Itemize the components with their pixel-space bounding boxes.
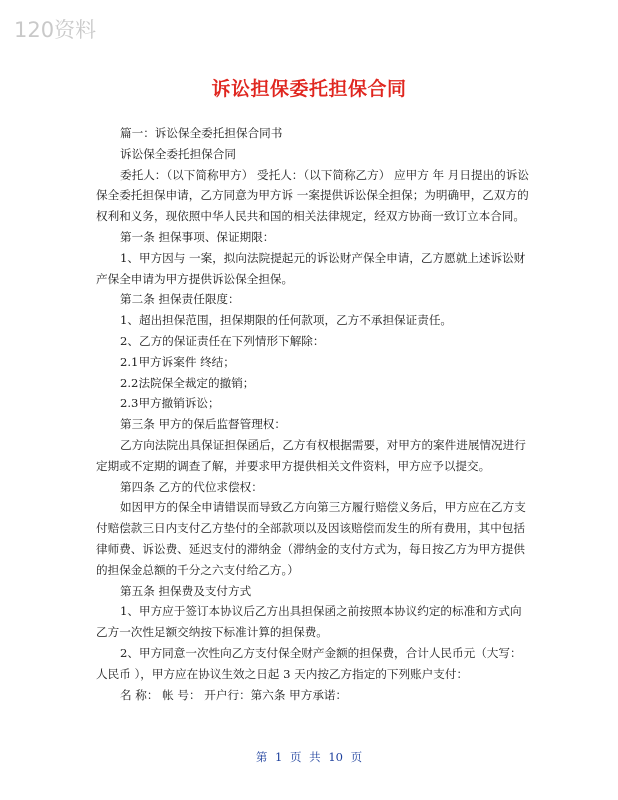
page-footer: 第 1 页 共 10 页 bbox=[255, 750, 363, 764]
paragraph: 篇一：诉讼保全委托担保合同书 bbox=[120, 126, 283, 140]
paragraph: 第四条 乙方的代位求偿权： bbox=[120, 479, 263, 494]
paragraph: 如因甲方的保全申请错误而导致乙方向第三方履行赔偿义务后，甲方应在乙方支付赔偿款三日内支付乙方垫付的全部款项以及因该赔偿而发生的所有费用，其中包括律师费、诉讼费、延迟支付的滞纳金（滞纳金的支付方式为，每日按乙方为甲方提供的担保金总额的千分之六支付给乙方。） bbox=[96, 500, 526, 577]
paragraph: 诉讼保全委托担保合同 bbox=[120, 146, 236, 161]
document-title: 诉讼担保委托担保合同 bbox=[211, 78, 407, 100]
paragraph: 1、甲方因与 一案，拟向法院提起元的诉讼财产保全申请，乙方愿就上述诉讼财产保全申请为甲方提供诉讼保全担保。 bbox=[96, 250, 526, 286]
document-body bbox=[96, 123, 532, 705]
paragraph: 1、超出担保范围，担保期限的任何款项，乙方不承担保证责任。 bbox=[120, 313, 453, 328]
paragraph: 名 称： 帐 号： 开户行：第六条 甲方承诺： bbox=[120, 687, 348, 702]
paragraph: 1、甲方应于签订本协议后乙方出具担保函之前按照本协议约定的标准和方式向乙方一次性足额交纳按下标准计算的担保费。 bbox=[96, 604, 522, 640]
watermark: 120资料 bbox=[14, 18, 97, 42]
paragraph: 第五条 担保费及支付方式 bbox=[120, 583, 252, 598]
paragraph: 2、乙方的保证责任在下列情形下解除： bbox=[120, 333, 325, 348]
paragraph: 2.3甲方撤销诉讼； bbox=[120, 396, 220, 411]
paragraph: 第一条 担保事项、保证期限： bbox=[120, 229, 275, 244]
paragraph: 2、甲方同意一次性向乙方支付保全财产金额的担保费，合计人民币元（大写：人民币 ），甲方应在协议生效之日起 3 天内按乙方指定的下列账户支付： bbox=[96, 645, 522, 681]
paragraph: 第二条 担保责任限度： bbox=[120, 292, 240, 307]
paragraph: 第三条 甲方的保后监督管理权： bbox=[120, 417, 286, 432]
paragraph: 2.2法院保全裁定的撤销； bbox=[120, 375, 255, 390]
paragraph: 2.1甲方诉案件 终结； bbox=[120, 354, 235, 369]
paragraph: 乙方向法院出具保证担保函后，乙方有权根据需要，对甲方的案件进展情况进行定期或不定期的调查了解，并要求甲方提供相关文件资料，甲方应予以提交。 bbox=[96, 437, 526, 473]
paragraph: 委托人：（以下简称甲方） 受托人：（以下简称乙方） 应甲方 年 月日提出的诉讼保全委托担保申请，乙方同意为甲方诉 一案提供诉讼保全担保；为明确甲，乙双方的权利和义务，现依照中华人民共和国的相关法律规定，经双方协商一致订立本合同。 bbox=[96, 167, 529, 224]
